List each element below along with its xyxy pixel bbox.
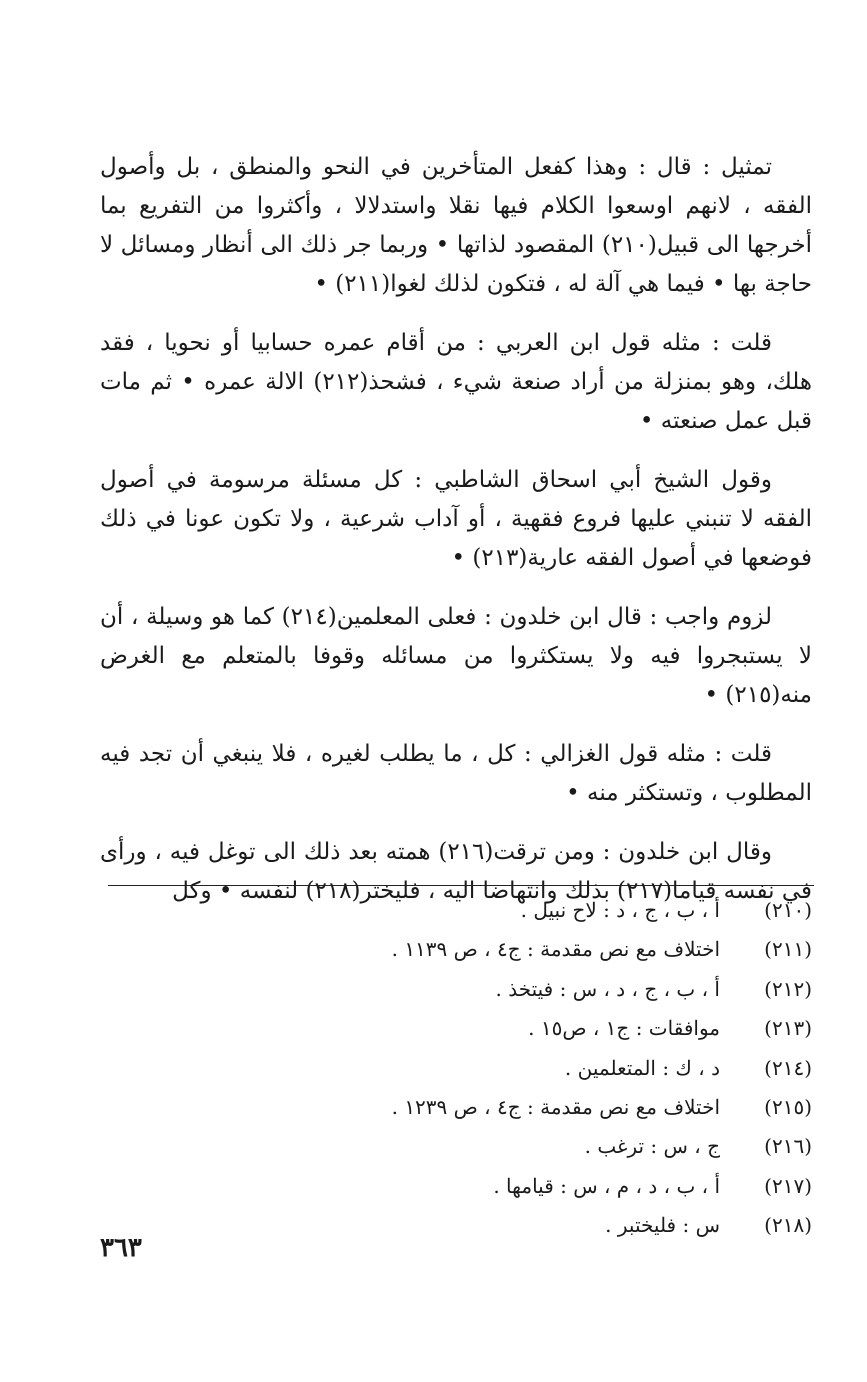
footnote-216 xyxy=(100,1134,812,1173)
footnote-text: أ ، ب ، ج ، د : لاح نبيل . xyxy=(520,898,720,922)
footnote-number: (٢١١) xyxy=(764,937,812,962)
paragraph-3: وقول الشيخ أبي اسحاق الشاطبي : كل مسئلة مرسومة في أصول الفقه لا تنبني عليها فروع فقهية ، أو آداب شرعية ، ولا تكون عونا في ذلك فوضعها في أصول الفقه عارية(٢١٣) • xyxy=(100,467,812,571)
main-text xyxy=(100,148,812,911)
footnote-text: أ ، ب ، د ، م ، س : قيامها . xyxy=(493,1173,720,1198)
footnote-text: ج ، س : ترغب . xyxy=(584,1134,720,1159)
paragraph-6: وقال ابن خلدون : ومن ترقت(٢١٦) همته بعد ذلك الى توغل فيه ، ورأى في نفسه قياما(٢١٧) بذلك وانتهاضا اليه ، فليختر(٢١٨) لنفسه • وكل xyxy=(100,839,812,904)
footnote-210 xyxy=(100,898,812,937)
footnote-number: (٢١٢) xyxy=(764,976,812,1001)
footnotes xyxy=(100,898,812,1253)
footnote-218 xyxy=(100,1213,812,1252)
footnote-text: اختلاف مع نص مقدمة : ج٤ ، ص ١١٣٩ . xyxy=(391,937,720,962)
footnote-text: س : فليختبر . xyxy=(605,1213,720,1238)
footnote-number: (٢١٥) xyxy=(764,1094,812,1119)
footnote-number: (٢١٧) xyxy=(764,1173,812,1198)
footnote-text: أ ، ب ، ج ، د ، س : فيتخذ . xyxy=(495,976,720,1001)
footnote-211 xyxy=(100,937,812,976)
footnote-213 xyxy=(100,1016,812,1055)
footnote-number: (٢١٤) xyxy=(764,1055,812,1080)
footnote-number: (٢١٣) xyxy=(764,1016,812,1041)
footnote-text: اختلاف مع نص مقدمة : ج٤ ، ص ١٢٣٩ . xyxy=(391,1094,720,1119)
footnote-text: د ، ك : المتعلمين . xyxy=(564,1055,720,1080)
footnote-number: (٢١٦) xyxy=(764,1134,812,1159)
footnote-217 xyxy=(100,1174,812,1213)
footnote-number: (٢١٠) xyxy=(764,898,812,922)
footnote-text: موافقات : ج١ ، ص١٥ . xyxy=(528,1016,720,1041)
paragraph-1: تمثيل : قال : وهذا كفعل المتأخرين في النحو والمنطق ، بل وأصول الفقه ، لانهم اوسعوا الكلام فيها نقلا واستدلالا ، وأكثروا من التفريع بما أخرجها الى قبيل(٢١٠) المقصود لذاتها • وربما جر ذلك الى أنظار ومسائل لا حاجة بها • فيما هي آلة له ، فتكون لذلك لغوا(٢١١) • xyxy=(100,154,812,297)
paragraph-4: لزوم واجب : قال ابن خلدون : فعلى المعلمين(٢١٤) كما هو وسيلة ، أن لا يستبجروا فيه ولا يستكثروا من مسائله وقوفا بالمتعلم مع الغرض منه(٢١٥) • xyxy=(100,604,812,708)
footnote-215 xyxy=(100,1095,812,1134)
paragraph-2: قلت : مثله قول ابن العربي : من أقام عمره حسابيا أو نحويا ، فقد هلك، وهو بمنزلة من أراد صنعة شيء ، فشحذ(٢١٢) الالة عمره • ثم مات قبل عمل صنعته • xyxy=(100,330,813,434)
footnote-214 xyxy=(100,1056,812,1095)
paragraph-5: قلت : مثله قول الغزالي : كل ، ما يطلب لغيره ، فلا ينبغي أن تجد فيه المطلوب ، وتستكثر منه • xyxy=(100,741,812,806)
footnote-divider xyxy=(108,885,814,886)
page-number: ٣٦٣ xyxy=(100,1233,142,1263)
footnote-number: (٢١٨) xyxy=(764,1213,812,1238)
footnote-212 xyxy=(100,977,812,1016)
